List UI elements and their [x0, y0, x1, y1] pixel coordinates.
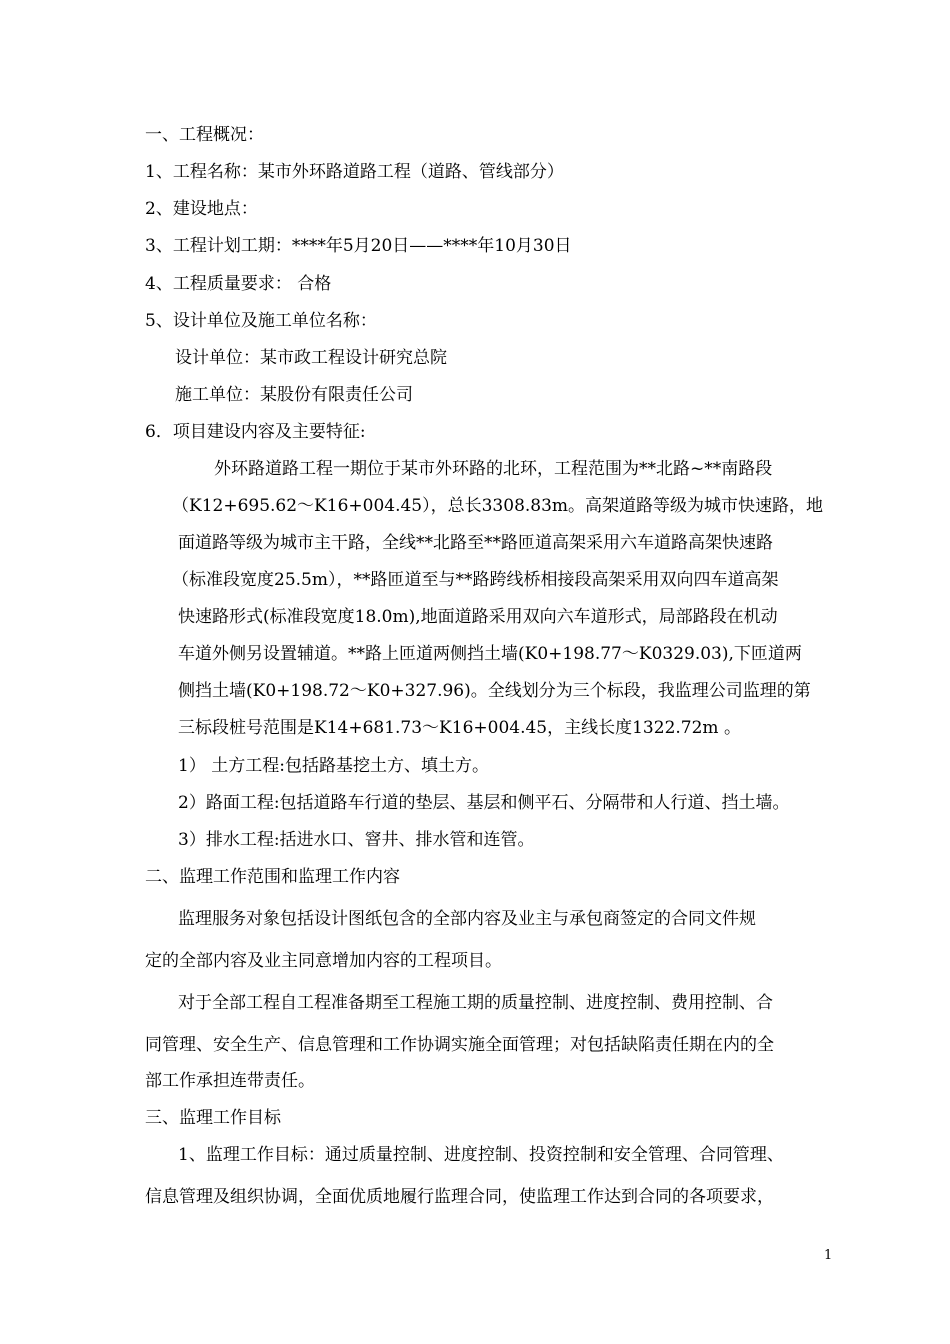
sub-item-drainage: 3）排水工程:括进水口、窨井、排水管和连管。: [178, 830, 535, 850]
paragraph-line: 快速路形式(标准段宽度18.0m),地面道路采用双向六车道形式，局部路段在机动: [178, 607, 778, 627]
features-item: 6．项目建设内容及主要特征:: [145, 422, 366, 442]
paragraph-line: 监理服务对象包括设计图纸包含的全部内容及业主与承包商签定的合同文件规: [178, 909, 756, 929]
schedule-item: 3、工程计划工期：****年5月20日——****年10月30日: [145, 236, 572, 256]
section2-heading: 二、监理工作范围和监理工作内容: [145, 867, 400, 887]
construction-unit: 施工单位：某股份有限责任公司: [175, 385, 413, 405]
paragraph-line: 侧挡土墙(K0+198.72～K0+327.96)。全线划分为三个标段，我监理公司监理的第: [178, 681, 811, 701]
paragraph-line: （标准段宽度25.5m），**路匝道至与**路跨线桥相接段高架采用双向四车道高架: [172, 570, 779, 590]
sub-item-earthwork: 1） 土方工程:包括路基挖土方、填土方。: [178, 756, 489, 776]
quality-item: 4、工程质量要求： 合格: [145, 274, 332, 294]
page-number: 1: [824, 1248, 833, 1263]
paragraph-line: 面道路等级为城市主干路，全线**北路至**路匝道高架采用六车道路高架快速路: [178, 533, 773, 553]
paragraph-line: 对于全部工程自工程准备期至工程施工期的质量控制、进度控制、费用控制、合: [178, 993, 773, 1013]
sub-item-pavement: 2）路面工程:包括道路车行道的垫层、基层和侧平石、分隔带和人行道、挡土墙。: [178, 793, 790, 813]
section3-heading: 三、监理工作目标: [145, 1108, 281, 1128]
paragraph-line: 部工作承担连带责任。: [145, 1071, 315, 1091]
location-item: 2、建设地点：: [145, 199, 258, 219]
paragraph-line: 车道外侧另设置辅道。**路上匝道两侧挡土墙(K0+198.77～K0329.03),下匝道两: [178, 644, 802, 664]
paragraph-line: 定的全部内容及业主同意增加内容的工程项目。: [145, 951, 502, 971]
paragraph-line: （K12+695.62～K16+004.45），总长3308.83m。高架道路等级为城市快速路，地: [172, 496, 824, 516]
paragraph-line: 外环路道路工程一期位于某市外环路的北环，工程范围为**北路~**南路段: [214, 459, 773, 479]
paragraph-line: 同管理、安全生产、信息管理和工作协调实施全面管理；对包括缺陷责任期在内的全: [145, 1035, 774, 1055]
units-item: 5、设计单位及施工单位名称：: [145, 311, 377, 331]
project-name-item: 1、工程名称：某市外环路道路工程（道路、管线部分）: [145, 162, 564, 182]
paragraph-line: 三标段桩号范围是K14+681.73～K16+004.45，主线长度1322.72m 。: [178, 718, 741, 738]
design-unit: 设计单位：某市政工程设计研究总院: [175, 348, 447, 368]
section1-heading: 一、工程概况：: [145, 125, 264, 145]
paragraph-line: 1、监理工作目标：通过质量控制、进度控制、投资控制和安全管理、合同管理、: [178, 1145, 784, 1165]
paragraph-line: 信息管理及组织协调，全面优质地履行监理合同，使监理工作达到合同的各项要求，: [145, 1187, 774, 1207]
